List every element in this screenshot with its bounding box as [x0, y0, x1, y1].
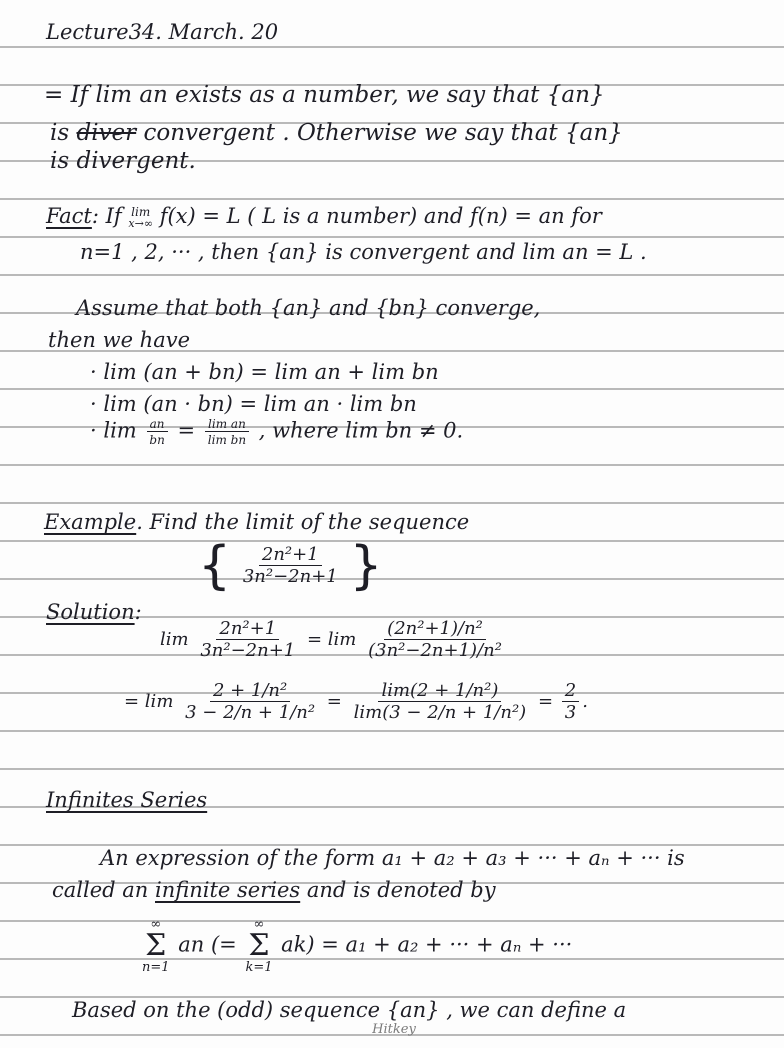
fraction-denominator: (3n²−2n+1)/n²: [368, 640, 502, 661]
brace-close: }: [349, 536, 383, 596]
sigma-glyph: Σ: [248, 928, 270, 963]
rule-quotient: [90, 418, 463, 446]
fraction-lim-an-lim-bn: [205, 418, 249, 446]
solution-line-1: [160, 620, 508, 660]
fraction-numerator: 2n²+1: [259, 546, 322, 566]
fraction-numerator: 2: [562, 682, 579, 702]
fraction-numerator: lim an: [205, 418, 249, 432]
rule-product: · lim (an · bn) = lim an · lim bn: [90, 392, 417, 416]
solution-fraction-1: [197, 620, 298, 660]
solution-fraction-result: [562, 682, 579, 722]
series-formula: [140, 918, 572, 974]
sigma-lower: k=1: [245, 960, 273, 975]
fact-line-2: n=1 , 2, ··· , then {an} is convergent and lim an = L .: [80, 240, 647, 264]
summation-symbol: [142, 918, 170, 974]
example-label: Example: [44, 510, 137, 534]
fact-if: If: [105, 204, 122, 228]
fact-lim-word: lim: [131, 205, 151, 219]
sigma-upper: ∞: [150, 917, 162, 932]
solution-line-2: [124, 682, 588, 722]
rule-quotient-start: · lim: [90, 418, 137, 443]
solution-colon: :: [134, 600, 142, 624]
fraction-denominator: bn: [149, 433, 165, 447]
series-line-2-end: and is denoted by: [306, 878, 496, 902]
sigma-glyph: Σ: [145, 928, 167, 963]
rules-intro-1: Assume that both {an} and {bn} converge,: [76, 296, 541, 320]
definition-line-1: = If lim an exists as a number, we say that {an}: [44, 82, 605, 108]
example-sequence: [198, 536, 383, 596]
rule-quotient-eq: =: [177, 418, 196, 443]
fact-rest-1: f(x) = L ( L is a number) and f(n) = an for: [159, 204, 602, 228]
solution-eq: =: [326, 691, 342, 712]
formula-part-a: an (=: [178, 932, 237, 957]
fraction-denominator: 3n²−2n+1: [242, 566, 338, 587]
fraction-denominator: 3n²−2n+1: [200, 640, 296, 661]
lecture-title: Lecture34. March. 20: [46, 20, 279, 44]
sigma-lower: n=1: [142, 960, 170, 975]
definition-line-2-start: is: [50, 120, 70, 146]
fraction-numerator: 2n²+1: [216, 620, 279, 640]
definition-line-2-rest: convergent . Otherwise we say that {an}: [136, 120, 623, 146]
solution-fraction-2: [365, 620, 505, 660]
series-line-2: [52, 880, 496, 901]
fact-lim-sub: x→∞: [128, 217, 153, 230]
series-line-1: An expression of the form a₁ + a₂ + a₃ + ··· + aₙ + ··· is: [100, 846, 685, 870]
fact-colon: :: [91, 204, 99, 228]
fact-limit: [128, 206, 153, 229]
solution-label: Solution: [46, 600, 135, 624]
example-text: . Find the limit of the sequence: [136, 510, 470, 534]
rule-quotient-end: , where lim bn ≠ 0.: [258, 418, 464, 443]
fraction-numerator: lim(2 + 1/n²): [378, 682, 501, 702]
struck-word: diver: [76, 120, 137, 146]
brace-open: {: [198, 536, 232, 596]
fraction-numerator: (2n²+1)/n²: [384, 620, 486, 640]
fraction-denominator: 3: [564, 702, 577, 723]
solution-period: .: [582, 691, 588, 712]
fraction-denominator: lim bn: [207, 433, 247, 447]
fraction-denominator: 3 − 2/n + 1/n²: [185, 702, 316, 723]
fact-line-1: [46, 206, 602, 229]
definition-line-3: is divergent.: [50, 148, 196, 174]
solution-fraction-3: [182, 682, 318, 722]
example-line: [44, 512, 469, 533]
fraction-denominator: lim(3 − 2/n + 1/n²): [353, 702, 527, 723]
solution-label-line: [46, 602, 142, 623]
watermark-logo: Hitkey: [372, 1022, 416, 1037]
definition-line-2: [50, 122, 623, 145]
rule-sum: · lim (an + bn) = lim an + lim bn: [90, 360, 439, 384]
series-heading: Infinites Series: [46, 788, 208, 812]
sigma-upper: ∞: [253, 917, 265, 932]
fraction-numerator: an: [147, 418, 168, 432]
solution-eq-lim: = lim: [306, 629, 357, 650]
series-line-2-start: called an: [52, 878, 149, 902]
solution-fraction-4: [351, 682, 530, 722]
solution-lim: lim: [160, 629, 189, 650]
formula-part-b: ak) = a₁ + a₂ + ··· + aₙ + ···: [281, 932, 573, 957]
fact-label: Fact: [46, 204, 92, 228]
fraction-numerator: 2 + 1/n²: [210, 682, 290, 702]
sequence-fraction: [240, 546, 341, 586]
summation-symbol: [245, 918, 272, 974]
infinite-series-term: infinite series: [155, 878, 301, 902]
solution-eq-lim-2: = lim: [124, 691, 174, 712]
series-line-4: Based on the (odd) sequence {an} , we can define a: [72, 998, 627, 1022]
fraction-an-bn: [146, 418, 167, 446]
rules-intro-2: then we have: [48, 328, 191, 352]
solution-eq-2: =: [537, 691, 554, 712]
